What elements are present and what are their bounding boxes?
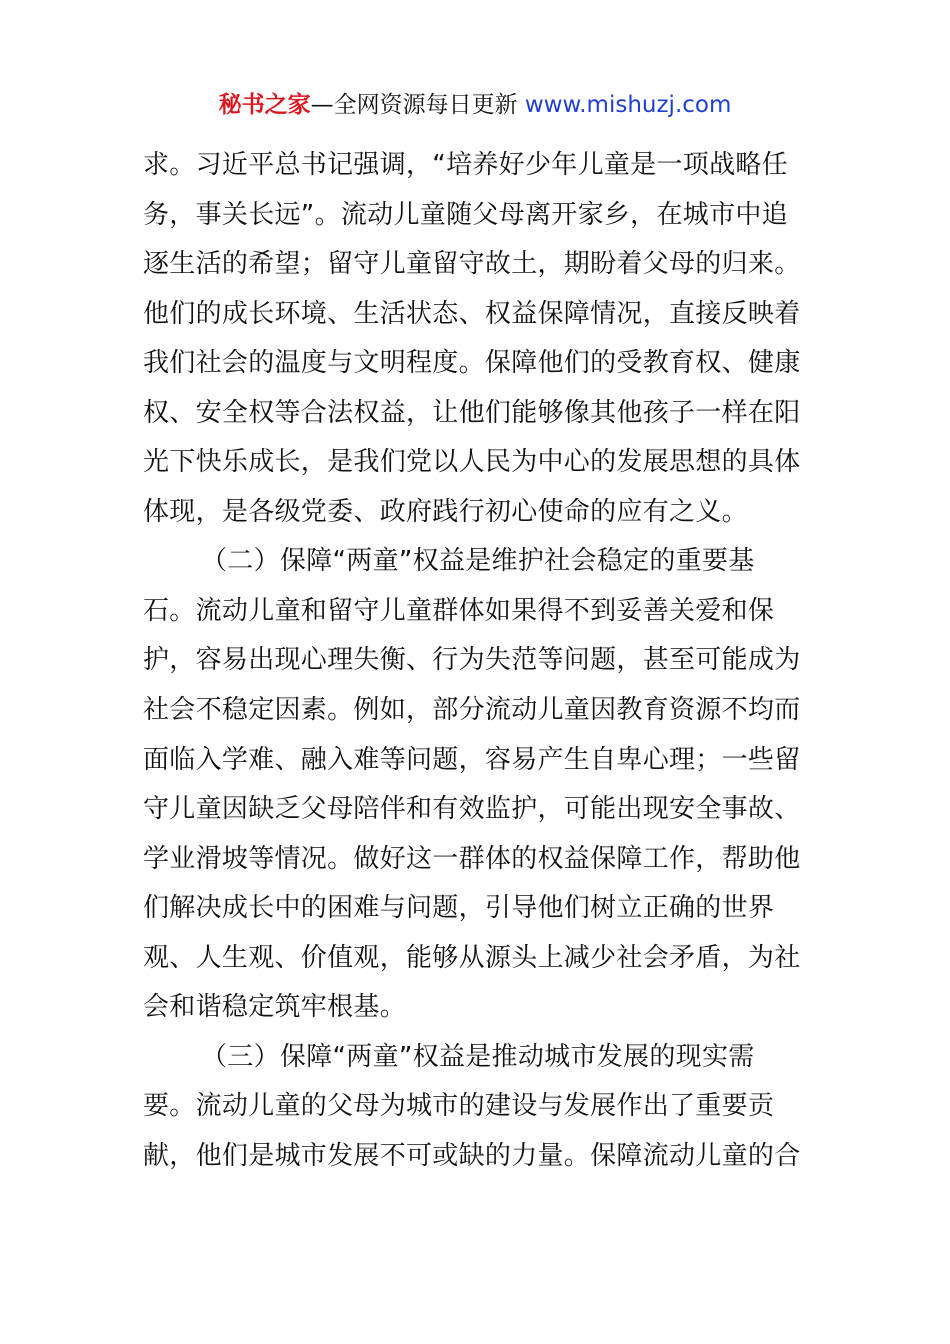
text-line: 会和谐稳定筑牢根基。 [143,992,407,1023]
text-line: 他们的成长环境、生活状态、权益保障情况，直接反映着 [143,298,801,329]
text-line: 石。流动儿童和留守儿童群体如果得不到妥善关爱和保 [143,595,775,626]
text-line: 务，事关长远”。流动儿童随父母离开家乡，在城市中追 [143,199,788,230]
site-tagline: —全网资源每日更新 [310,92,525,118]
text-line: （三）保障“两童”权益是推动城市发展的现实需 [201,1041,755,1072]
text-line: 光下快乐成长，是我们党以人民为中心的发展思想的具体 [143,447,801,478]
text-line: 献，他们是城市发展不可或缺的力量。保障流动儿童的合 [143,1140,801,1171]
text-line: 守儿童因缺乏父母陪伴和有效监护，可能出现安全事故、 [143,794,801,825]
text-line: 体现，是各级党委、政府践行初心使命的应有之义。 [143,496,748,527]
text-line: 权、安全权等合法权益，让他们能够像其他孩子一样在阳 [143,397,801,428]
text-line: （二）保障“两童”权益是维护社会稳定的重要基 [201,546,755,577]
page-header [0,88,950,122]
text-line: 要。流动儿童的父母为城市的建设与发展作出了重要贡 [143,1091,775,1122]
text-line: 求。习近平总书记强调，“培养好少年儿童是一项战略任 [143,150,788,180]
text-line: 面临入学难、融入难等问题，容易产生自卑心理；一些留 [143,744,801,775]
text-line: 学业滑坡等情况。做好这一群体的权益保障工作，帮助他 [143,843,801,874]
text-line: 们解决成长中的困难与问题，引导他们树立正确的世界 [143,893,775,924]
text-line: 社会不稳定因素。例如，部分流动儿童因教育资源不均而 [143,695,801,726]
site-brand: 秘书之家 [218,92,311,118]
site-url-link[interactable]: www.mishuzj.com [524,92,732,118]
document-body [143,141,807,1181]
text-line: 逐生活的希望；留守儿童留守故土，期盼着父母的归来。 [143,249,801,280]
text-line: 观、人生观、价值观，能够从源头上减少社会矛盾，为社 [143,942,801,973]
text-line: 护，容易出现心理失衡、行为失范等问题，甚至可能成为 [143,645,801,676]
text-line: 我们社会的温度与文明程度。保障他们的受教育权、健康 [143,348,801,379]
